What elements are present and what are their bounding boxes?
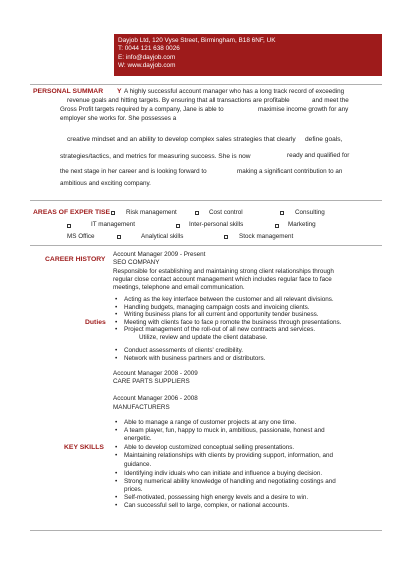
duties-list (113, 347, 383, 362)
summary-line: revenue goals and hitting targets. By ensuring that all transactions are profitable (67, 97, 290, 104)
list-item: • Maintaining relationships with clients by providing support, information, and (113, 452, 383, 460)
checkbox-icon (176, 224, 180, 228)
list-item: • Able to develop customized conceptual selling presentations. (113, 444, 383, 452)
list-item: • A team player, fun, happy to muck in, ambitious, passionate, honest and (113, 427, 383, 435)
checkbox-icon (275, 224, 279, 228)
job-description: regular close contact account management which includes regular face to face (113, 276, 332, 283)
email[interactable]: E: info@dayjob.com (118, 53, 176, 61)
expertise-item: Analytical skills (141, 233, 184, 240)
skill-continuation: guidance. (124, 461, 152, 468)
list-item: • Can successful sell to large, complex, or national accounts. (113, 502, 383, 510)
summary-line: maximise income growth for any (258, 106, 349, 113)
expertise-item: Risk management (126, 209, 177, 216)
website[interactable]: W: www.dayjob.com (118, 62, 176, 70)
skill-continuation: energetic. (124, 435, 152, 442)
expertise-item: MS Office (67, 233, 95, 240)
telephone: T: 0044 121 638 0026 (118, 45, 180, 53)
key-skills-list (113, 470, 383, 485)
summary-line: the next stage in her career and is looking forward to (60, 168, 207, 175)
list-item: • Self-motivated, possessing high energy levels and a desire to win. (113, 494, 383, 502)
section-title-key-skills: KEY SKILLS (64, 444, 104, 451)
section-title-areas-of-expertise: AREAS OF EXPER TISE (33, 209, 111, 216)
contact-header (114, 34, 382, 76)
key-skills-list (113, 444, 383, 459)
job-description: Responsible for establishing and maintaining strong client relationships through (113, 268, 334, 275)
list-item: • Project management of the roll-out of all new contracts and services. (113, 326, 383, 334)
duty-continuation: Utilize, review and update the client database. (139, 334, 268, 341)
summary-line: and meet the (312, 97, 349, 104)
job-company: MANUFACTURERS (113, 404, 170, 411)
list-item: • Meeting with clients face to face p romote the business through presentations. (113, 319, 383, 327)
key-skills-list (113, 419, 383, 434)
summary-line: ready and qualified for (287, 152, 350, 159)
expertise-item: Consulting (295, 209, 325, 216)
checkbox-icon (67, 224, 71, 228)
summary-line: making a significant contribution to an (237, 168, 343, 175)
checkbox-icon (224, 235, 228, 239)
list-item: • Network with business partners and or distributors. (113, 355, 383, 363)
company-address: Dayjob Ltd, 120 Vyse Street, Birmingham, B18 6NF, UK (118, 37, 276, 44)
section-title-career-history: CAREER HISTORY (45, 256, 106, 263)
list-item: • Strong numerical ability knowledge of handling and negotiating costings and (113, 478, 383, 486)
expertise-item: Stock management (239, 233, 294, 240)
checkbox-icon (111, 211, 115, 215)
summary-line: define goals, (305, 136, 343, 143)
checkbox-icon (195, 211, 199, 215)
job-title-dates: Account Manager 2008 - 2009 (113, 370, 198, 377)
duties-label: Duties (85, 319, 106, 326)
expertise-item: IT management (91, 221, 135, 228)
divider (30, 530, 382, 531)
expertise-item: Marketing (288, 221, 316, 228)
job-title-dates: Account Manager 2009 - Present (113, 251, 206, 258)
checkbox-icon (280, 211, 284, 215)
divider (30, 84, 382, 85)
job-description: meetings, telephone and email communication. (113, 284, 245, 291)
summary-line: ambitious and exciting company. (60, 180, 151, 187)
job-company: SEO COMPANY (113, 259, 160, 266)
expertise-item: Cost control (209, 209, 243, 216)
checkbox-icon (117, 235, 121, 239)
summary-line: A highly successful account manager who has a long track record of exceeding (124, 88, 345, 95)
list-item: • Acting as the key interface between the customer and all relevant divisions. (113, 296, 383, 304)
key-skills-list (113, 494, 383, 509)
summary-line: strategies/tactics, and metrics for measuring success. She is now (60, 153, 251, 160)
list-item: • Writing business plans for all current and opportunity tender business. (113, 311, 383, 319)
job-title-dates: Account Manager 2006 - 2008 (113, 395, 198, 402)
list-item: • Handling budgets, managing campaign costs and invoicing clients. (113, 304, 383, 312)
section-title-personal-summary: PERSONAL SUMMAR (33, 88, 104, 95)
job-company: CARE PARTS SUPPLIERS (113, 378, 190, 385)
summary-line: creative mindset and an ability to develop complex sales strategies that clearly (67, 136, 296, 143)
list-item: • Conduct assessments of clients' credibility. (113, 347, 383, 355)
list-item: • Identifying indiv iduals who can initiate and influence a buying decision. (113, 470, 383, 478)
skill-continuation: prices. (124, 486, 143, 493)
summary-line: Gross Profit targets required by a company, Jane is able to (60, 106, 224, 113)
divider (30, 245, 382, 246)
list-item: • Able to manage a range of customer projects at any one time. (113, 419, 383, 427)
section-title-personal-summary-tail: Y (117, 88, 122, 95)
summary-line: employer she works for. She possesses a (60, 115, 177, 122)
duties-list (113, 296, 383, 334)
expertise-item: Inter-personal skills (189, 221, 244, 228)
divider (30, 200, 382, 201)
